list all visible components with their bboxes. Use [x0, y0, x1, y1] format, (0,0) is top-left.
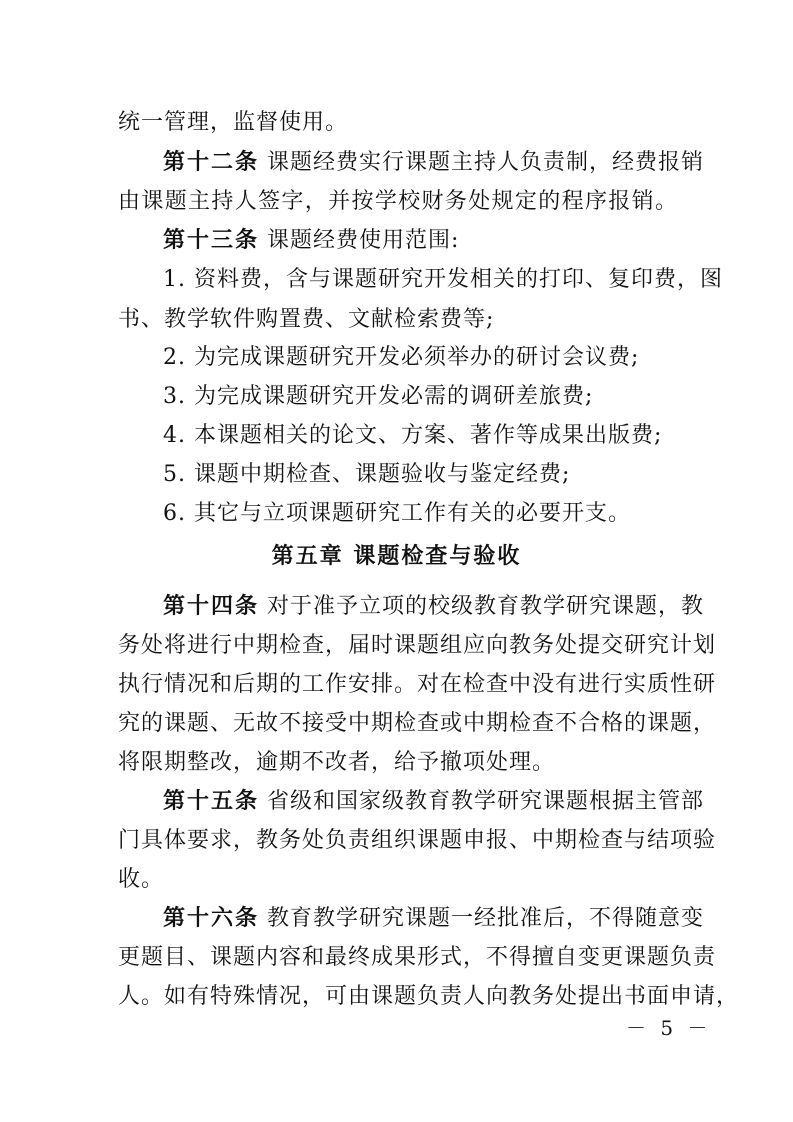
list-item: 1. 资料费，含与课题研究开发相关的打印、复印费，图: [163, 267, 723, 292]
article-text: 省级和国家级教育教学研究课题根据主管部: [267, 789, 705, 814]
article-label: 第十五条: [163, 789, 260, 814]
article-text: 教育教学研究课题一经批准后，不得随意变: [267, 906, 705, 931]
text-line: 由课题主持人签字，并按学校财务处规定的程序报销。: [118, 189, 678, 214]
article-13: [163, 226, 678, 256]
article-label: 第十三条: [163, 228, 260, 253]
list-item: 6. 其它与立项课题研究工作有关的必要开支。: [163, 501, 631, 526]
text-line: 更题目、课题内容和最终成果形式，不得擅自变更课题负责: [118, 945, 717, 970]
list-item: 3. 为完成课题研究开发必需的调研差旅费;: [163, 384, 594, 409]
chapter-heading: 第五章 课题检查与验收: [271, 544, 522, 569]
text-line: 收。: [118, 867, 165, 892]
article-text: 对于准予立项的校级教育教学研究课题，教: [267, 594, 705, 619]
article-label: 第十六条: [163, 906, 260, 931]
text-line: 执行情况和后期的工作安排。对在检查中没有进行实质性研: [118, 672, 717, 697]
article-15: [163, 787, 705, 817]
text-line: 将限期整改，逾期不改者，给予撤项处理。: [118, 750, 556, 775]
page-number: － 5 －: [626, 1016, 712, 1040]
text-line: 务处将进行中期检查，届时课题组应向教务处提交研究计划: [118, 633, 717, 658]
article-16: [163, 904, 705, 934]
article-14: [163, 592, 705, 622]
article-12: [163, 148, 705, 178]
text-line: 人。如有特殊情况，可由课题负责人向教务处提出书面申请，: [118, 984, 740, 1009]
text-line: 统一管理，监督使用。: [118, 110, 349, 135]
list-item-continued: 书、教学软件购置费、文献检索费等;: [118, 307, 495, 332]
text-line: 究的课题、无故不接受中期检查或中期检查不合格的课题，: [118, 711, 717, 736]
text-line: 门具体要求，教务处负责组织课题申报、中期检查与结项验: [118, 828, 717, 853]
article-text: 课题经费使用范围:: [267, 228, 460, 253]
list-item: 4. 本课题相关的论文、方案、著作等成果出版费;: [163, 423, 663, 448]
article-label: 第十四条: [163, 594, 260, 619]
article-text: 课题经费实行课题主持人负责制，经费报销: [267, 150, 705, 175]
article-label: 第十二条: [163, 150, 260, 175]
list-item: 2. 为完成课题研究开发必须举办的研讨会议费;: [163, 345, 640, 370]
list-item: 5. 课题中期检查、课题验收与鉴定经费;: [163, 462, 571, 487]
